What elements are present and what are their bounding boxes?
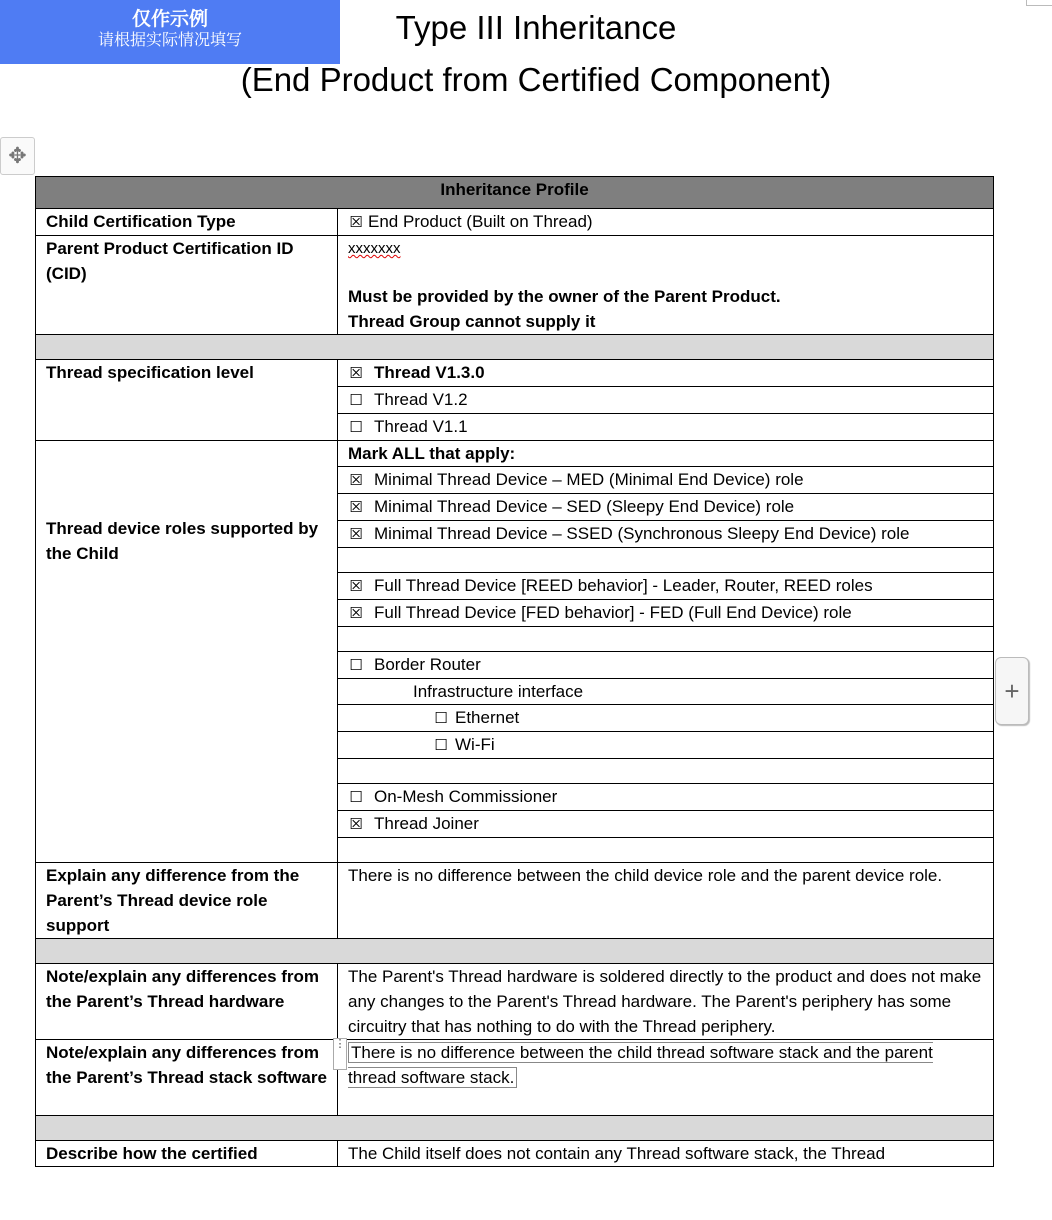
role-option[interactable] (338, 600, 994, 627)
spec-option-label: Thread V1.3.0 (374, 363, 485, 382)
role-option-label: Full Thread Device [FED behavior] - FED (Full End Device) role (374, 603, 852, 622)
sw-diff-text-frame[interactable] (334, 1038, 983, 1090)
hw-diff-label: Note/explain any differences from the Parent’s Thread hardware (36, 964, 338, 1040)
checkbox-unchecked-icon[interactable]: ☐ (349, 656, 363, 674)
sw-diff-label: Note/explain any differences from the Parent’s Thread stack software (36, 1040, 338, 1116)
role-option-label: Border Router (374, 655, 481, 674)
checkbox-unchecked-icon[interactable]: ☐ (349, 391, 363, 409)
parent-cid-note-2: Thread Group cannot supply it (348, 312, 596, 331)
frame-menu-icon[interactable]: ⋮ (333, 1038, 347, 1070)
role-option-label: Minimal Thread Device – SED (Sleepy End Device) role (374, 497, 795, 516)
role-option[interactable] (338, 811, 994, 838)
spec-option[interactable] (338, 387, 994, 414)
role-option-label: Thread Joiner (374, 814, 479, 833)
parent-cid-value[interactable]: xxxxxxx (348, 240, 401, 257)
role-option[interactable] (338, 494, 994, 521)
add-column-button[interactable] (995, 657, 1029, 725)
checkbox-checked-icon[interactable]: ☒ (349, 815, 363, 833)
section-separator (36, 335, 994, 360)
child-cert-type-cell[interactable] (338, 209, 994, 236)
spec-option[interactable] (338, 414, 994, 441)
device-roles-instruction: Mark ALL that apply: (338, 441, 994, 467)
role-option-label: Full Thread Device [REED behavior] - Leader, Router, REED roles (374, 576, 873, 595)
blank-row (338, 627, 994, 652)
page-corner-mark-right (1026, 0, 1052, 6)
parent-cid-label: Parent Product Certification ID (CID) (36, 236, 338, 335)
checkbox-checked-icon[interactable]: ☒ (349, 604, 363, 622)
checkbox-checked-icon[interactable]: ☒ (349, 577, 363, 595)
watermark-title: 仅作示例 (131, 9, 208, 30)
checkbox-checked-icon[interactable]: ☒ (349, 525, 363, 543)
move-icon: ✥ (8, 143, 27, 168)
checkbox-checked-icon[interactable]: ☒ (349, 364, 363, 382)
inheritance-profile-table (35, 176, 994, 1167)
describe-label: Describe how the certified (36, 1141, 338, 1167)
role-diff-label: Explain any difference from the Parent’s Thread device role support (36, 863, 338, 939)
checkbox-unchecked-icon[interactable]: ☐ (349, 418, 363, 436)
table-header: Inheritance Profile (36, 177, 994, 209)
role-option[interactable] (338, 521, 994, 548)
checkbox-checked-icon[interactable]: ☒ (349, 471, 363, 489)
sw-diff-cell[interactable] (334, 1038, 994, 1116)
checkbox-unchecked-icon[interactable]: ☐ (434, 736, 448, 754)
parent-cid-cell[interactable] (338, 236, 994, 335)
child-cert-type-label: Child Certification Type (36, 209, 338, 236)
section-separator (36, 939, 994, 964)
checkbox-checked-icon[interactable]: ☒ (349, 498, 363, 516)
sw-diff-value[interactable]: There is no difference between the child thread software stack and the parent thread software stack. (348, 1043, 933, 1087)
role-option-label: Minimal Thread Device – SSED (Synchronous Sleepy End Device) role (374, 524, 910, 543)
watermark-subtitle: 请根据实际情况填写 (97, 32, 242, 49)
device-roles-label-text: Thread device roles supported by the Child (46, 519, 319, 563)
checkbox-unchecked-icon[interactable]: ☐ (434, 709, 448, 727)
role-option-label: Minimal Thread Device – MED (Minimal End Device) role (374, 470, 804, 489)
infra-option-label: Ethernet (455, 708, 520, 727)
infra-option-label: Wi-Fi (455, 735, 495, 754)
role-option[interactable] (338, 467, 994, 494)
plus-icon: + (1004, 675, 1020, 706)
infra-option[interactable] (338, 705, 994, 732)
child-cert-type-option: End Product (Built on Thread) (368, 212, 593, 231)
blank-row (338, 838, 994, 863)
spec-level-label: Thread specification level (36, 360, 338, 441)
blank-row (338, 548, 994, 573)
device-roles-label (36, 441, 338, 863)
spec-option[interactable] (338, 360, 994, 387)
section-separator (36, 1116, 994, 1141)
document-title: Type III Inheritance (395, 9, 677, 46)
spec-option-label: Thread V1.1 (374, 417, 468, 436)
hw-diff-value[interactable]: The Parent's Thread hardware is soldered directly to the product and does not make any changes to the Parent's Thread hardware. The Parent's periphery has some circuitry that has nothing to do with the Thread periphery. (338, 964, 994, 1040)
checkbox-unchecked-icon[interactable]: ☐ (349, 788, 363, 806)
blank-row (338, 759, 994, 784)
role-option-label: On-Mesh Commissioner (374, 787, 558, 806)
role-diff-value[interactable]: There is no difference between the child device role and the parent device role. (338, 863, 994, 939)
role-option[interactable] (338, 784, 994, 811)
parent-cid-note-1: Must be provided by the owner of the Parent Product. (348, 287, 781, 306)
infra-interface-label: Infrastructure interface (338, 679, 994, 705)
describe-value[interactable]: The Child itself does not contain any Thread software stack, the Thread (338, 1141, 994, 1167)
checkbox-checked-icon[interactable]: ☒ (349, 213, 363, 231)
infra-option[interactable] (338, 732, 994, 759)
role-option[interactable] (338, 652, 994, 679)
role-option[interactable] (338, 573, 994, 600)
table-move-handle[interactable] (0, 137, 35, 175)
document-subtitle: (End Product from Certified Component) (240, 61, 832, 98)
spec-option-label: Thread V1.2 (374, 390, 468, 409)
